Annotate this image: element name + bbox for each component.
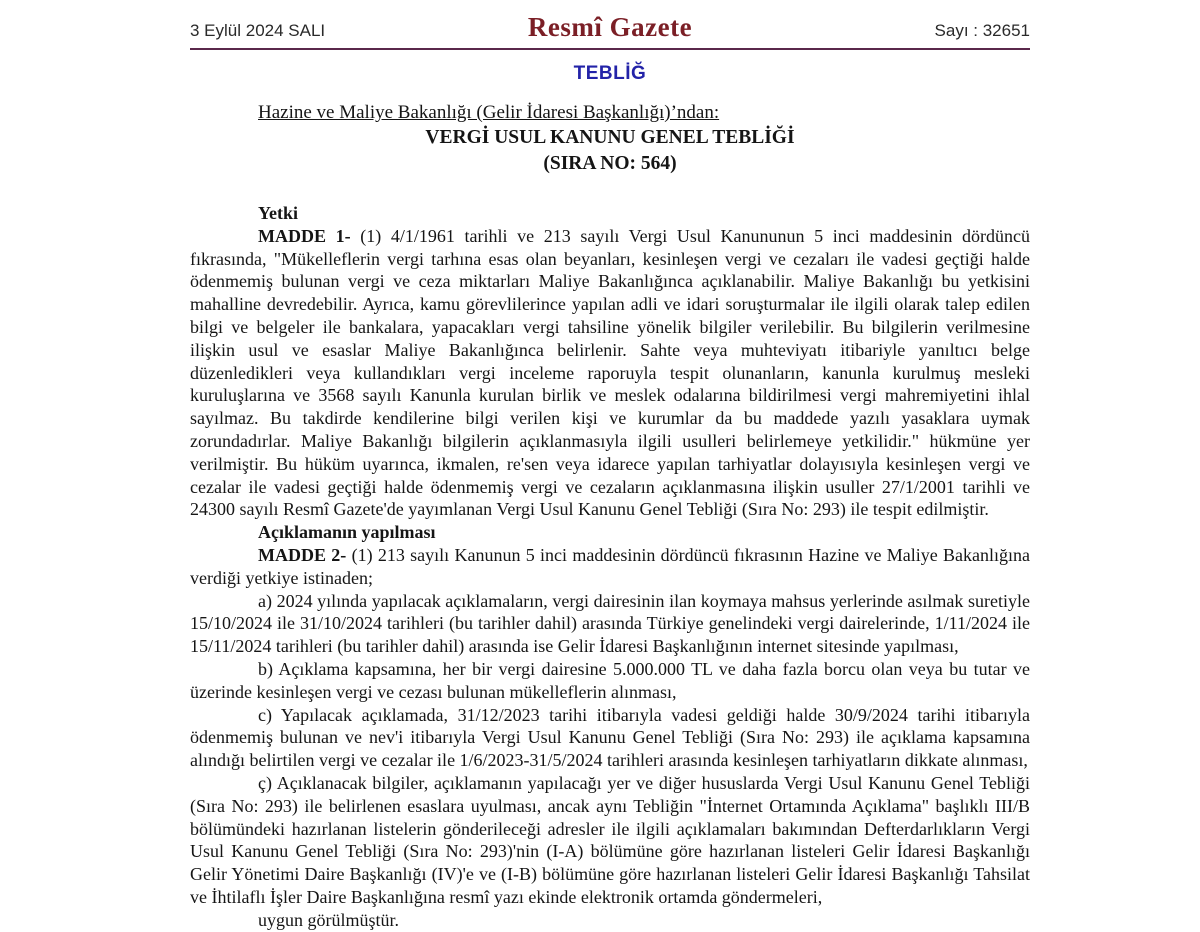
issuing-authority-text: Hazine ve Maliye Bakanlığı (Gelir İdaresi Başkanlığı)’ndan: <box>258 102 720 123</box>
madde-2-paragraph <box>190 544 1030 590</box>
section-heading: TEBLİĞ <box>573 63 647 84</box>
closing-line: uygun görülmüştür. <box>258 909 400 930</box>
madde-1-text: (1) 4/1/1961 tarihli ve 213 sayılı Vergi Usul Kanununun 5 inci maddesinin dördüncü fıkrasında, "Mükelleflerin vergi tarhına esas olan beyanları, kesinleşen vergi ve cezaları ile vadesi geçtiği halde ödenmemiş bulunan vergi ve ceza miktarları Maliye Bakanlığınca açıklanabilir. Maliye Bakanlığı bu yetkisini mahalline devredebilir. Ayrıca, kamu görevlilerince yapılan adli ve idari soruşturmalar ile ilgili olarak talep edilen bilgi ve belgeler ile bankalara, yapacakları vergi tahsiline yönelik bilgiler verilebilir. Bu bilgilerin verilmesine ilişkin usul ve esaslar Maliye Bakanlığınca belirlenir. Sahte veya muhteviyatı itibariyle yanıltıcı belge düzenledikleri veya kullandıkları vergi inceleme raporuyla tespit olunanların, kanunla kurulmuş mesleki kuruluşlarına ve 3568 sayılı Kanunla kurulan birlik ve meslek odalarına bildirilmesi vergi mahremiyetini ihlal sayılmaz. Bu takdirde kendilerine bilgi verilen kişi ve kurumlar da bu maddede yazılı yasaklara uymak zorundadırlar. Maliye Bakanlığı bilgilerin açıklanmasıyla ilgili usulleri belirlemeye yetkilidir." hükmüne yer verilmiştir. Bu hüküm uyarınca, ikmalen, re'sen veya idarece yapılan tarhiyatlar dolayısıyla kesinleşen vergi ve cezalar ile vadesi geçtiği halde ödenmemiş vergi ve cezaların açıklanmasına ilişkin usuller 27/1/2001 tarihli ve 24300 sayılı Resmî Gazete'de yayımlanan Vergi Usul Kanunu Genel Tebliği (Sıra No: 293) ile tespit edilmiştir. <box>190 225 1030 520</box>
clause-b-paragraph: b) Açıklama kapsamına, her bir vergi dairesine 5.000.000 TL ve daha fazla borcu olan veya bu tutar ve üzerinde kesinleşen vergi ve cezası bulunan mükelleflerin alınması, <box>190 658 1030 702</box>
doc-title: VERGİ USUL KANUNU GENEL TEBLİĞİ <box>425 127 795 148</box>
issue-number: Sayı : 32651 <box>934 21 1030 40</box>
page-header <box>190 12 1030 43</box>
madde-1-paragraph <box>190 225 1030 521</box>
madde-2-label: MADDE 2- <box>258 544 347 565</box>
article-heading-aciklama: Açıklamanın yapılması <box>258 522 436 543</box>
madde-1-label: MADDE 1- <box>258 225 351 246</box>
header-rule <box>190 48 1030 50</box>
issuing-authority-line <box>190 102 1030 124</box>
clause-c-paragraph: c) Yapılacak açıklamada, 31/12/2023 tarihi itibarıyla vadesi geldiği halde 30/9/2024 tarihi itibarıyla ödenmemiş bulunan ve nev'i itibarıyla Vergi Usul Kanunu Genel Tebliği (Sıra No: 293) ile açıklama kapsamına alındığı belirtilen vergi ve cezalar ile 1/6/2023-31/5/2024 tarihleri arasında kesinleşen tarhiyatların dikkate alınması, <box>190 704 1030 771</box>
madde-2-text: (1) 213 sayılı Kanunun 5 inci maddesinin dördüncü fıkrasının Hazine ve Maliye Bakanlığına verdiği yetkiye istinaden; <box>190 544 1030 588</box>
document-body <box>190 202 1030 932</box>
issue-date: 3 Eylül 2024 SALI <box>190 21 326 40</box>
gazette-title: Resmî Gazete <box>527 12 693 42</box>
clause-a-paragraph: a) 2024 yılında yapılacak açıklamaların, vergi dairesinin ilan koymaya mahsus yerlerinde asılmak suretiyle 15/10/2024 ile 31/10/2024 tarihleri (bu tarihler dahil) arasında Türkiye genelindeki vergi dairelerinde, 1/11/2024 ile 15/11/2024 tarihleri (bu tarihler dahil) arasında ise Gelir İdaresi Başkanlığının internet sitesinde yapılması, <box>190 590 1030 657</box>
clause-c-cedilla-paragraph: ç) Açıklanacak bilgiler, açıklamanın yapılacağı yer ve diğer hususlarda Vergi Usul Kanunu Genel Tebliği (Sıra No: 293) ile belirlenen esaslara uyulması, ancak aynı Tebliğin "İnternet Ortamında Açıklama" başlıklı III/B bölümündeki hazırlanan listelerin gönderileceği adresler ile ilgili açıklamaları bakımından Defterdarlıkların Vergi Usul Kanunu Genel Tebliği (Sıra No: 293)'nin (I-A) bölümüne göre hazırlanan listeleri Gelir İdaresi Başkanlığı Gelir Yönetimi Daire Başkanlığı (IV)'e ve (I-B) bölümüne göre hazırlanan listeleri Gelir İdaresi Başkanlığı Tahsilat ve İhtilaflı İşler Daire Başkanlığına resmî yazı ekinde elektronik ortamda göndermeleri, <box>190 772 1030 907</box>
article-heading-yetki: Yetki <box>258 203 298 223</box>
doc-subtitle: (SIRA NO: 564) <box>543 153 677 174</box>
